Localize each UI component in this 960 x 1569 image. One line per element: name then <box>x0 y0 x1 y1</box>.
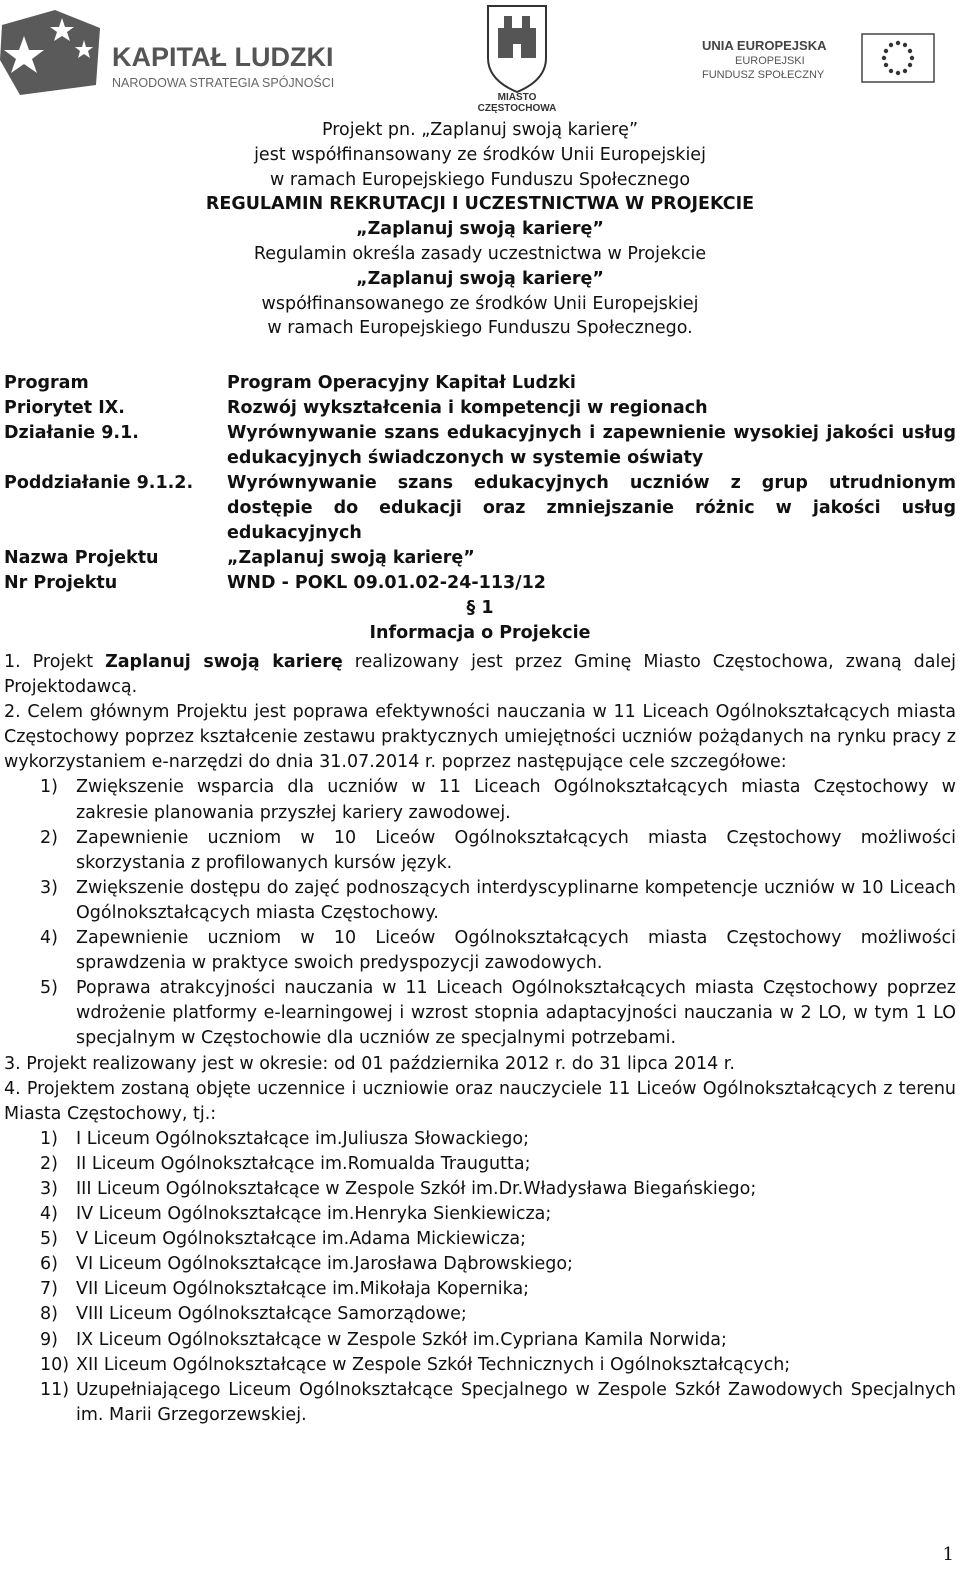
kl-subtitle: NARODOWA STRATEGIA SPÓJNOŚCI <box>112 76 335 90</box>
meta-row <box>4 421 956 471</box>
list-item: 1) I Liceum Ogólnokształcące im.Juliusza Słowackiego; <box>40 1128 530 1149</box>
list-item: 6) VI Liceum Ogólnokształcące im.Jarosława Dąbrowskiego; <box>40 1254 573 1275</box>
page-number: 1 <box>942 1544 954 1565</box>
kl-title: KAPITAŁ LUDZKI <box>112 42 334 72</box>
paragraph-2: 2. Celem głównym Projektu jest poprawa efektywności nauczania w 11 Liceach Ogólnokształcących miasta Częstochowy poprzez kształcenie zestawu praktycznych umiejętności uczniów pożądanych na rynku pracy z wykorzystaniem e-narzędzi do dnia 31.07.2014 r. poprzez następujące cele szczegółowe: <box>4 702 956 773</box>
intro-line: w ramach Europejskiego Funduszu Społecznego. <box>267 318 693 339</box>
meta-value: Wyrównywanie szans edukacyjnych i zapewnienie wysokiej jakości usług edukacyjnych świadczonych w systemie oświaty <box>227 423 956 468</box>
meta-value: Program Operacyjny Kapitał Ludzki <box>227 373 576 393</box>
city-line-2: CZĘSTOCHOWA <box>477 103 557 114</box>
list-item: 10) XII Liceum Ogólnokształcące w Zespole Szkół Technicznych i Ogólnokształcących; <box>40 1354 791 1375</box>
intro-line: Regulamin określa zasady uczestnictwa w Projekcie <box>253 243 707 264</box>
meta-row <box>4 471 956 546</box>
paragraph-4: 4. Projektem zostaną objęte uczennice i uczniowie oraz nauczyciele 11 Liceów Ogólnokształcących z terenu Miasta Częstochowy, tj.: <box>4 1078 956 1124</box>
list-item: 2) II Liceum Ogólnokształcące im.Romualda Traugutta; <box>40 1153 531 1174</box>
intro-line: jest współfinansowany ze środków Unii Europejskiej <box>254 144 706 165</box>
intro-line: w ramach Europejskiego Funduszu Społecznego <box>269 169 691 190</box>
eu-line-3: FUNDUSZ SPOŁECZNY <box>702 69 825 81</box>
meta-label: Nazwa Projektu <box>4 548 159 568</box>
eu-line-2: EUROPEJSKI <box>735 55 805 67</box>
meta-row <box>4 546 956 571</box>
logo-header <box>0 0 960 115</box>
paragraph-3: 3. Projekt realizowany jest w okresie: od 01 października 2012 r. do 31 lipca 2014 r. <box>4 1053 735 1074</box>
list-item: 5) Poprawa atrakcyjności nauczania w 11 Liceach Ogólnokształcących miasta Częstochowy poprzez wdrożenie platformy e-learningowej i wzrost stopnia adaptacyjności nauczania w 2 LO, w tym 1 LO specjalnym w Częstochowie dla uczniów ze specjalnymi potrzebami. <box>40 978 956 1049</box>
list-item: 4) Zapewnienie uczniom w 10 Liceów Ogólnokształcących miasta Częstochowy możliwości sprawdzenia w praktyce swoich predyspozycji zawodowych. <box>40 928 956 974</box>
meta-label: Poddziałanie 9.1.2. <box>4 473 194 493</box>
list-item: 7) VII Liceum Ogólnokształcące im.Mikołaja Kopernika; <box>40 1279 530 1300</box>
document-body <box>4 650 956 1428</box>
city-line-1: MIASTO <box>497 92 537 103</box>
eu-line-1: UNIA EUROPEJSKA <box>702 38 827 53</box>
list-item: 1) Zwiększenie wsparcia dla uczniów w 11 Liceach Ogólnokształcących miasta Częstochowy w zakresie planowania przyszłej kariery zawodowej. <box>40 777 956 823</box>
list-item: 9) IX Liceum Ogólnokształcące w Zespole Szkół im.Cypriana Kamila Norwida; <box>40 1329 727 1350</box>
meta-label: Nr Projektu <box>4 573 118 593</box>
project-name-title: „Zaplanuj swoją karierę” <box>356 219 604 240</box>
regulation-title: REGULAMIN REKRUTACJI I UCZESTNICTWA W PROJEKCIE <box>205 194 755 215</box>
meta-value: Wyrównywanie szans edukacyjnych uczniów z grup utrudnionym dostępie do edukacji oraz zmniejszanie różnic w jakości usług edukacyjnych <box>227 473 956 543</box>
meta-row <box>4 571 956 596</box>
project-name-title: „Zaplanuj swoją karierę” <box>356 268 604 289</box>
list-item: 4) IV Liceum Ogólnokształcące im.Henryka Sienkiewicza; <box>40 1204 552 1225</box>
czestochowa-crest <box>478 6 557 114</box>
meta-value: WND - POKL 09.01.02-24-113/12 <box>227 573 546 593</box>
intro-line: Projekt pn. „Zaplanuj swoją karierę” <box>321 120 639 140</box>
meta-value: „Zaplanuj swoją karierę” <box>227 548 475 568</box>
section-symbol: § 1 <box>466 598 494 618</box>
kapital-ludzki-logo <box>0 10 334 95</box>
section-title: Informacja o Projekcie <box>369 623 591 643</box>
meta-value: Rozwój wykształcenia i kompetencji w regionach <box>227 398 708 418</box>
eu-logo <box>702 34 934 82</box>
list-item: 8) VIII Liceum Ogólnokształcące Samorządowe; <box>40 1304 467 1325</box>
intro-line: współfinansowanego ze środków Unii Europejskiej <box>261 293 699 314</box>
meta-label: Priorytet IX. <box>4 398 125 418</box>
list-item: 3) III Liceum Ogólnokształcące w Zespole Szkół im.Dr.Władysława Biegańskiego; <box>40 1178 757 1199</box>
list-item: 3) Zwiększenie dostępu do zajęć podnoszących interdyscyplinarne kompetencje uczniów w 10 Liceach Ogólnokształcących miasta Częstochowy. <box>40 877 956 923</box>
meta-label: Program <box>4 373 89 393</box>
list-item: 11) Uzupełniającego Liceum Ogólnokształcące Specjalnego w Zespole Szkół Zawodowych Specjalnych im. Marii Grzegorzewskiej. <box>40 1379 956 1425</box>
list-item: 2) Zapewnienie uczniom w 10 Liceów Ogólnokształcących miasta Częstochowy możliwości skorzystania z profilowanych kursów język. <box>40 827 956 873</box>
meta-row <box>4 371 956 396</box>
list-item: 5) V Liceum Ogólnokształcące im.Adama Mickiewicza; <box>40 1229 527 1250</box>
paragraph-1: 1. Projekt Zaplanuj swoją karierę realizowany jest przez Gminę Miasto Częstochowa, zwaną dalej Projektodawcą. <box>4 652 956 698</box>
intro-block <box>0 118 960 341</box>
program-info <box>4 371 956 646</box>
meta-row <box>4 396 956 421</box>
project-name: Zaplanuj swoją karierę <box>105 652 343 672</box>
meta-label: Działanie 9.1. <box>4 423 139 443</box>
